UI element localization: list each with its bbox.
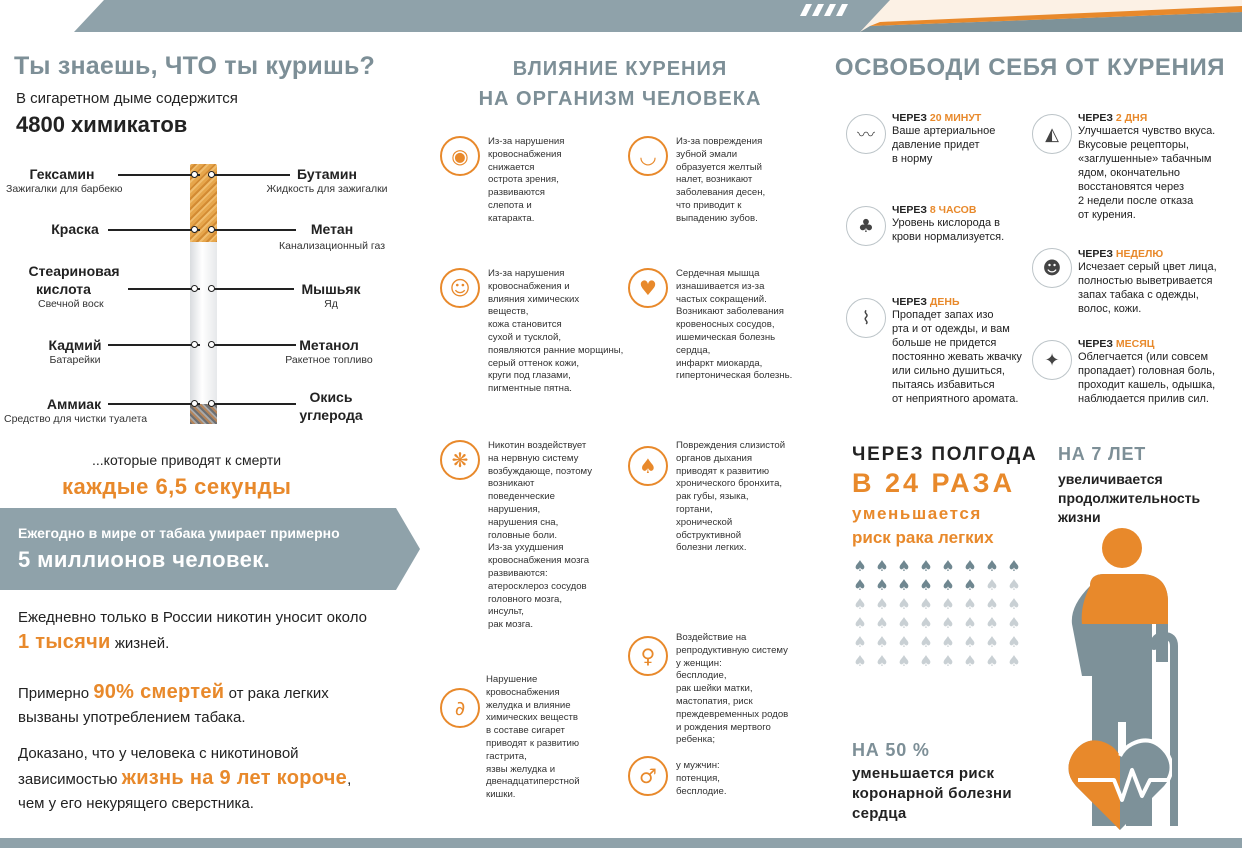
chem-left-1: Гексамин Зажигалки для барбекю [6,166,123,195]
lungs-pictogram-grid [850,556,1032,670]
cake-icon: ◭ [1032,114,1072,154]
lungs-icon: ♠ [628,446,668,486]
effect-male [676,760,796,798]
text-line: рак шейки матки, [676,683,753,695]
leader-line [108,344,200,346]
lung-icon: ♠ [875,614,889,632]
coronary-percent: НА 50 % [852,740,930,760]
timeline-2days: ЧЕРЕЗ 2 ДНЯ Улучшается чувство вкуса. Вкусовые рецепторы, «заглушенные» табачным ядом, окончательно восстановятся через 2 недели после отказа от курения. [1078,112,1238,222]
text-line: от неприятного аромата. [892,393,1019,405]
half-year-decreases: уменьшается [852,504,982,523]
lung-icon: ♠ [941,614,955,632]
text-line: в составе сигарет [486,725,565,737]
mouth-icon: ◡ [628,136,668,176]
death-intro: ...которые приводят к смерти [92,452,282,468]
text-line: у женщин: [676,657,722,669]
runner-icon: ✦ [1032,340,1072,380]
text-line: мастопатия, риск [676,695,753,707]
text-line: желудка и влияние [486,699,571,711]
lung-icon: ♠ [985,633,999,651]
text-line: Никотин воздействует [488,440,587,451]
text-line: Уровень кислорода в [892,217,1000,229]
lung-icon: ♠ [897,557,911,575]
lung-icon: ♠ [985,652,999,670]
lung-icon: ♠ [985,614,999,632]
lung-icon: ♠ [919,614,933,632]
lung-icon: ♠ [941,576,955,594]
half-year-risk: риск рака легких [852,528,994,547]
lung-icon: ♠ [853,652,867,670]
years-body: увеличивается продолжительность жизни [1058,471,1201,525]
text-line: Из-за нарушения [488,136,565,147]
text-line: снижается [488,161,535,173]
annual-deaths-value: 5 миллионов человек. [18,547,271,572]
lung-icon: ♠ [853,557,867,575]
cigarette-illustration [190,164,217,424]
leader-dot [191,341,198,348]
text-line: инфаркт миокарда, [676,357,763,369]
text-line: болезни легких. [676,542,747,554]
text-line: хронической [676,516,733,528]
leader-dot [208,341,215,348]
text-line: выпадению зубов. [676,212,758,224]
text-line: гортани, [676,503,713,515]
text-line: нарушения, [488,503,541,515]
male-icon: ♂ [628,756,668,796]
text-line: наблюдается прилив сил. [1078,393,1209,405]
text-line: атеросклероз сосудов [488,580,587,592]
text-line: рак мозга. [488,619,534,631]
text-line: серый оттенок кожи, [488,357,579,369]
text-line: Пропадет запах изо [892,309,994,321]
top-banner [0,0,1242,32]
female-icon: ♀ [628,636,668,676]
text-line: постоянно жевать жвачку [892,351,1022,363]
text-line: кровоснабжения [486,686,560,698]
lung-icon: ♠ [875,633,889,651]
leader-dot [191,285,198,292]
text-line: химических веществ [486,712,578,724]
lung-icon: ♠ [897,652,911,670]
lung-icon: ♠ [897,595,911,613]
text-line: крови нормализуется. [892,231,1005,243]
text-line: приводят к развитию [486,737,580,749]
lung-icon: ♠ [1007,633,1021,651]
coronary-text: уменьшается риск коронарной болезни сердца [852,765,1012,822]
leader-dot [208,285,215,292]
text-line: Из-за нарушения [488,268,565,279]
lung-icon: ♠ [853,595,867,613]
text-line: инсульт, [488,606,524,618]
lung-icon: ♠ [941,633,955,651]
text-line: Нарушение [486,674,538,685]
effect-brain [488,440,628,632]
chemical-count: 4800 химикатов [16,112,188,137]
lung-icon: ♠ [963,557,977,575]
leader-dot [208,400,215,407]
text-line: Сердечная мышца [676,268,760,279]
lung-icon: ♠ [919,652,933,670]
lung-icon: ♠ [875,576,889,594]
effect-eyes [488,136,608,226]
lung-icon: ♠ [897,576,911,594]
pulse-icon: 〰 [846,114,886,154]
text-line: налет, возникают [676,174,753,186]
lung-icon: ♠ [853,576,867,594]
text-line: рак губы, языка, [676,491,749,503]
text-line: органов дыхания [676,452,753,464]
lung-icon: ♠ [941,652,955,670]
text-line: заболевания десен, [676,187,766,199]
text-line: образуется желтый [676,161,763,173]
text-line: кожа становится [488,319,562,331]
brain-icon: ❋ [440,440,480,480]
text-line: запах табака с одежды, [1078,289,1199,301]
text-line: частых сокращений. [676,293,767,305]
timeline-month: ЧЕРЕЗ МЕСЯЦ Облегчается (или совсем пропадает) головная боль, проходит кашель, одышка, наблюдается прилив сил. [1078,338,1238,406]
lung-icon: ♠ [919,576,933,594]
chem-left-5: Аммиак Средство для чистки туалета [4,396,148,425]
lung-icon: ♠ [963,652,977,670]
text-line: у мужчин: [676,760,720,771]
text-line: Повреждения слизистой [676,440,786,451]
cigarette-icon: ⌇ [846,298,886,338]
lung-icon: ♠ [985,595,999,613]
text-line: острота зрения, [488,174,559,186]
lung-icon: ♠ [853,614,867,632]
lung-icon: ♠ [1007,652,1021,670]
text-line: Вкусовые рецепторы, [1078,139,1189,151]
text-line: Облегчается (или совсем [1078,351,1209,363]
person-icon: ☻ [1032,248,1072,288]
heart-organ-icon: ♥ [628,268,668,308]
text-line: что приводит к [676,199,742,211]
lung-icon: ♠ [919,595,933,613]
text-line: сухой и тусклой, [488,331,562,343]
text-line: Из-за повреждения [676,136,763,147]
lung-icon: ♠ [853,633,867,651]
leader-dot [208,226,215,233]
text-line: на нервную систему [488,452,579,464]
text-line: хронического бронхита, [676,478,783,490]
text-line: обструктивной [676,529,742,541]
text-line: кровоснабжения [488,148,562,160]
fact-lung-cancer: Примерно 90% смертей от рака легких вызваны употреблением табака. [18,681,329,726]
text-line: волос, кожи. [1078,303,1142,315]
chem-right-5: Окись углерода [299,389,363,423]
chem-right-2: Метан Канализационный газ [278,221,386,252]
tree-icon: ♣ [846,206,886,246]
leader-dot [208,171,215,178]
lung-icon: ♠ [1007,576,1021,594]
lung-icon: ♠ [963,633,977,651]
text-line: головные боли. [488,529,557,541]
text-line: от курения. [1078,209,1136,221]
text-line: Из-за ухудшения [488,542,564,554]
lung-icon: ♠ [919,557,933,575]
text-line: кровеносных сосудов, [676,319,775,331]
text-line: гастрита, [486,750,527,762]
text-line: кишки. [486,789,516,801]
lung-icon: ♠ [941,595,955,613]
leader-line [208,288,294,290]
leader-dot [191,226,198,233]
text-line: пытаясь избавиться [892,379,995,391]
lung-icon: ♠ [897,633,911,651]
heart-icon [1068,736,1172,834]
leader-line [128,288,200,290]
death-rate: каждые 6,5 секунды [62,474,292,499]
col1-title: Ты знаешь, ЧТО ты куришь? [14,52,376,80]
bottom-bar [0,838,1242,848]
text-line: кровоснабжения и [488,280,570,292]
text-line: кровоснабжения мозга [488,555,590,567]
text-line: полностью выветривается [1078,275,1213,287]
effect-skin [488,268,638,396]
lung-icon: ♠ [1007,595,1021,613]
text-line: потенция, [676,772,720,784]
leader-dot [191,171,198,178]
timeline-8hours: ЧЕРЕЗ 8 ЧАСОВ Уровень кислорода в крови нормализуется. [892,204,1032,244]
text-line: зубной эмали [676,148,738,160]
text-line: и рождения мертвого [676,721,771,733]
leader-dot [191,400,198,407]
chem-right-3: Мышьяк Яд [301,281,361,310]
col2-title: ВЛИЯНИЕ КУРЕНИЯ НА ОРГАНИЗМ ЧЕЛОВЕКА [478,58,762,110]
fact-russia: Ежедневно только в России никотин уносит около 1 тысячи жизней. [18,609,367,653]
text-line: давление придет [892,139,980,151]
stomach-icon: ∂ [440,688,480,728]
text-line: веществ, [488,306,529,318]
annual-deaths-intro: Ежегодно в мире от табака умирает примерно [18,525,340,541]
lung-icon: ♠ [1007,557,1021,575]
chem-left-2: Краска [51,221,99,237]
timeline-20min: ЧЕРЕЗ 20 МИНУТ Ваше артериальное давление придет в норму [892,112,1032,166]
lung-icon: ♠ [985,557,999,575]
years-title: НА 7 ЛЕТ [1058,444,1147,464]
timeline-week: ЧЕРЕЗ НЕДЕЛЮ Исчезает серый цвет лица, полностью выветривается запах табака с одежды, волос, кожи. [1078,248,1238,316]
leader-line [108,229,200,231]
text-line: пигментные пятна. [488,383,572,395]
half-year-label: ЧЕРЕЗ ПОЛГОДА [852,444,1038,465]
lung-icon: ♠ [875,557,889,575]
half-year-factor: В 24 РАЗА [852,468,1016,498]
face-icon: ☺ [440,268,480,308]
text-line: двенадцатиперстной [486,776,580,788]
text-line: пропадает) головная боль, [1078,365,1216,377]
text-line: язвы желудка и [486,763,556,775]
text-line: приводят к развитию [676,465,770,477]
text-line: гипертоническая болезнь. [676,370,793,382]
text-line: ребенка; [676,734,715,746]
text-line: развиваются: [488,567,548,579]
chem-right-1: Бутамин Жидкость для зажигалки [266,166,388,195]
leader-line [208,403,296,405]
text-line: катаракта. [488,212,535,224]
text-line: развиваются [488,187,546,199]
text-line: появляются ранние морщины, [488,344,624,356]
lung-icon: ♠ [963,576,977,594]
chem-left-3: Стеариновая кислота Свечной воск [28,263,120,310]
text-line: проходит кашель, одышка, [1078,379,1216,391]
text-line: больше не придется [892,337,997,349]
text-line: круги под глазами, [488,370,571,382]
text-line: ядом, окончательно [1078,167,1181,179]
text-line: преждевременных родов [676,708,789,720]
lung-icon: ♠ [875,595,889,613]
chem-right-4: Метанол Ракетное топливо [285,337,373,366]
text-line: бесплодие. [676,785,727,797]
text-line: в норму [892,153,933,165]
lung-icon: ♠ [963,614,977,632]
text-line: Исчезает серый цвет лица, [1078,261,1217,273]
effect-lungs [676,440,826,555]
lung-icon: ♠ [963,595,977,613]
chem-left-4: Кадмий Батарейки [48,337,102,366]
text-line: бесплодие, [676,670,727,682]
fact-life-shorter: Доказано, что у человека с никотиновой зависимостью жизнь на 9 лет короче, чем у его некурящего сверстника. [18,745,352,812]
text-line: сердца, [676,344,711,356]
text-line: 2 недели после отказа [1078,195,1194,207]
text-line: или сильно душиться, [892,365,1005,377]
lung-icon: ♠ [875,652,889,670]
eye-icon: ◉ [440,136,480,176]
text-line: влияния химических [488,293,580,305]
lung-icon: ♠ [941,557,955,575]
effect-female [676,632,826,747]
lung-icon: ♠ [897,614,911,632]
col3-title: ОСВОБОДИ СЕБЯ ОТ КУРЕНИЯ [834,54,1226,81]
effect-heart [676,268,826,383]
text-line: поведенческие [488,491,555,503]
text-line: нарушения сна, [488,516,559,528]
text-line: рта и от одежды, и вам [892,323,1010,335]
text-line: восстановятся через [1078,181,1185,193]
text-line: Возникают заболевания [676,306,784,318]
lung-icon: ♠ [919,633,933,651]
text-line: изнашивается из-за [676,280,765,292]
effect-teeth [676,136,826,226]
lung-icon: ♠ [1007,614,1021,632]
lung-icon: ♠ [985,576,999,594]
text-line: репродуктивную систему [676,644,788,656]
text-line: ишемическая болезнь [676,331,776,343]
text-line: Улучшается чувство вкуса. [1078,125,1216,137]
text-line: головного мозга, [488,593,562,605]
text-line: возбуждающе, поэтому [488,465,593,477]
text-line: слепота и [488,199,532,211]
col1-subtitle: В сигаретном дыме содержится [16,90,238,107]
text-line: «заглушенные» табачным [1078,153,1212,165]
timeline-day: ЧЕРЕЗ ДЕНЬ Пропадет запах изо рта и от одежды, и вам больше не придется постоянно жевать жвачку или сильно душиться, пытаясь избавиться от неприятного аромата. [892,296,1032,406]
text-line: Ваше артериальное [892,125,996,137]
text-line: возникают [488,478,535,490]
effect-stomach [486,674,606,802]
text-line: Воздействие на [676,632,747,643]
